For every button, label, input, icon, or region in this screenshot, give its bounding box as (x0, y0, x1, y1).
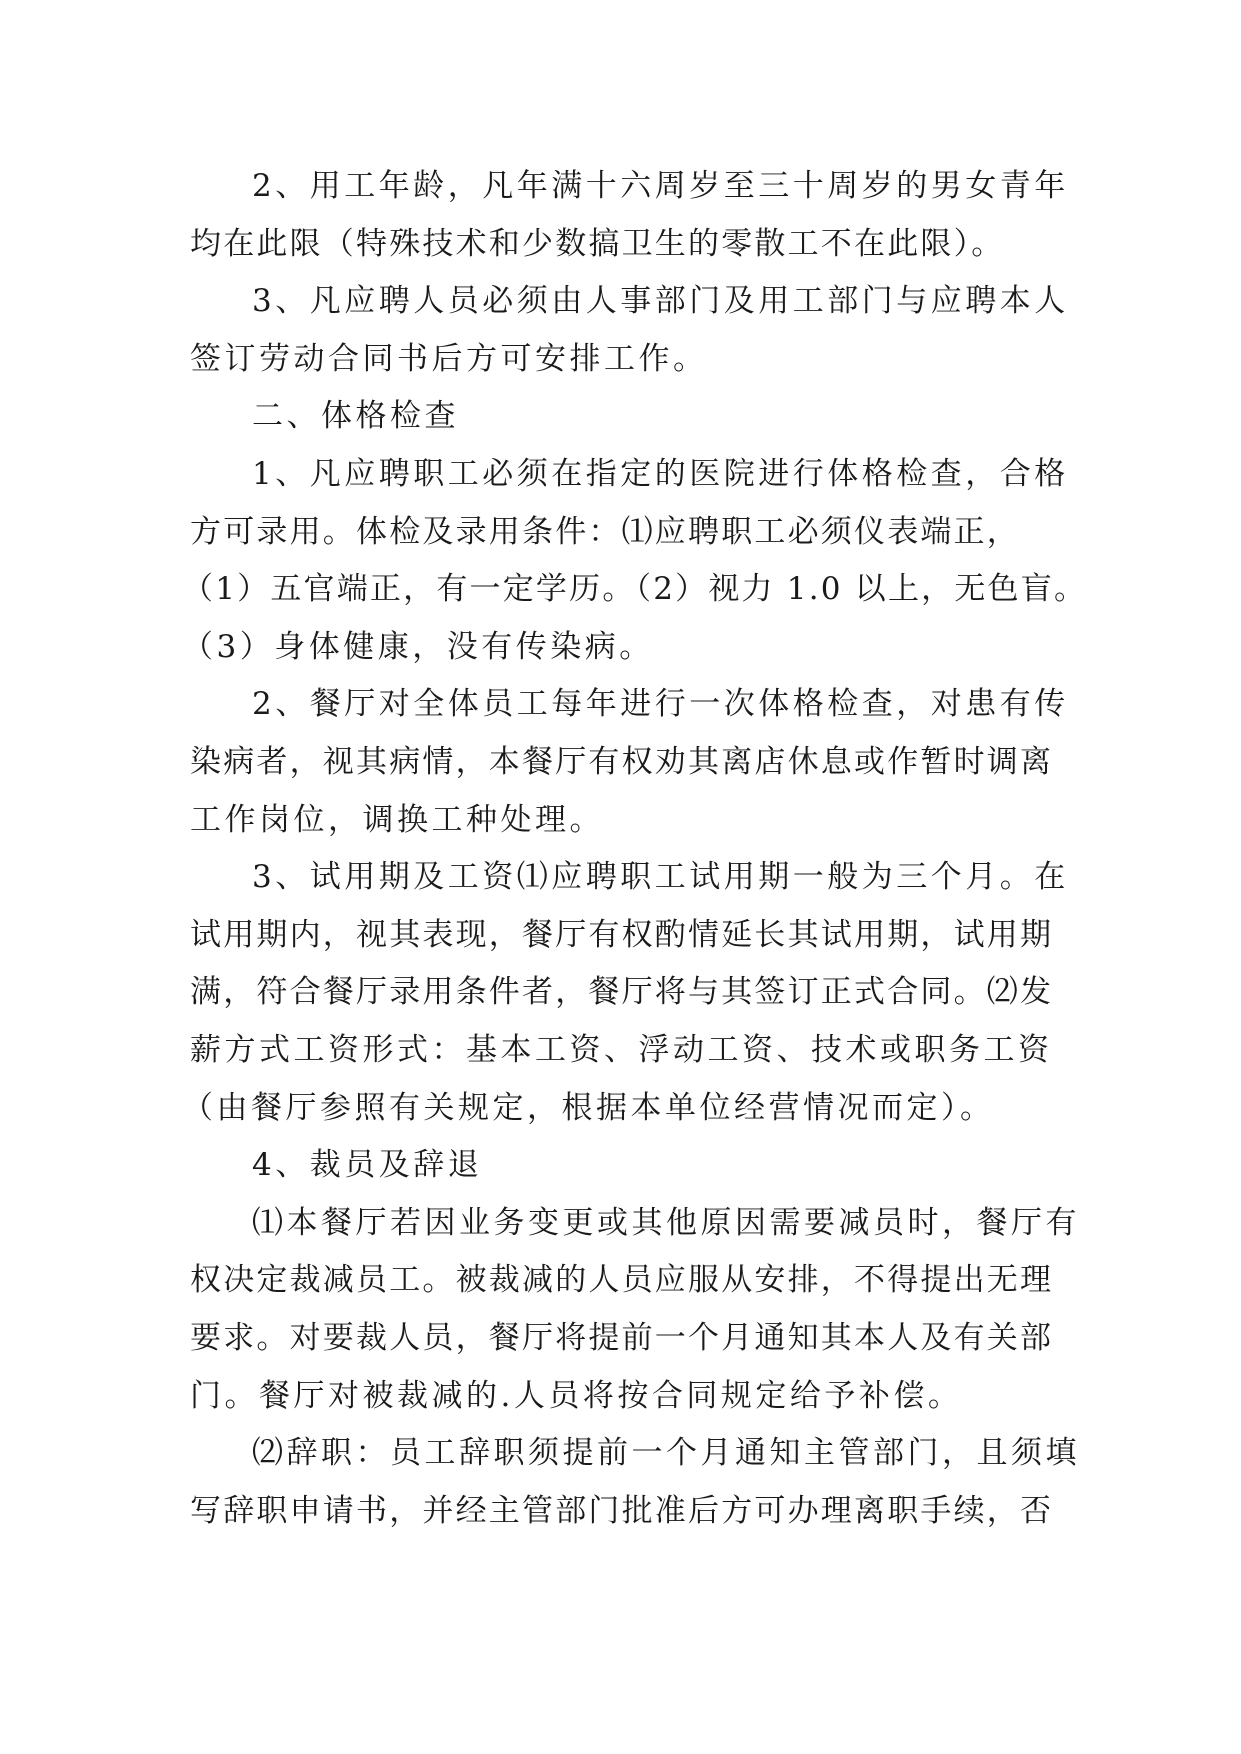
text-line: 满，符合餐厅录用条件者，餐厅将与其签订正式合同。⑵发 (190, 974, 1054, 1010)
text-line: ⑵辞职：员工辞职须提前一个月通知主管部门，且须填 (252, 1435, 1080, 1471)
text-line: 权决定裁减员工。被裁减的人员应服从安排，不得提出无理 (190, 1262, 1054, 1298)
text-line: （由餐厅参照有关规定，根据本单位经营情况而定）。 (182, 1090, 995, 1126)
text-line: 1、凡应聘职工必须在指定的医院进行体格检查，合格 (252, 456, 1069, 492)
text-line: 要求。对要裁人员，餐厅将提前一个月通知其本人及有关部 (190, 1320, 1054, 1356)
text-line: 均在此限（特殊技术和少数搞卫生的零散工不在此限）。 (190, 226, 1005, 262)
text-line: ⑴本餐厅若因业务变更或其他原因需要减员时，餐厅有 (252, 1205, 1080, 1241)
text-line: 3、凡应聘人员必须由人事部门及用工部门与应聘本人 (252, 283, 1069, 319)
text-line: 薪方式工资形式：基本工资、浮动工资、技术或职务工资 (190, 1032, 1053, 1068)
text-line: 2、餐厅对全体员工每年进行一次体格检查，对患有传 (252, 686, 1069, 722)
text-line: 工作岗位，调换工种处理。 (190, 802, 604, 838)
section-heading: 4、裁员及辞退 (252, 1147, 483, 1183)
text-line: 门。餐厅对被裁减的.人员将按合同规定给予补偿。 (190, 1378, 963, 1414)
text-line: （1）五官端正，有一定学历。（2）视力 1.0 以上，无色盲。 (182, 571, 1088, 607)
text-line: 染病者，视其病情，本餐厅有权劝其离店休息或作暂时调离 (190, 744, 1054, 780)
text-line: 签订劳动合同书后方可安排工作。 (190, 341, 708, 377)
text-line: 3、试用期及工资⑴应聘职工试用期一般为三个月。在 (252, 859, 1069, 895)
text-line: 方可录用。体检及录用条件：⑴应聘职工必须仪表端正， (190, 514, 1020, 550)
text-line: 写辞职申请书，并经主管部门批准后方可办理离职手续，否 (190, 1493, 1054, 1529)
section-heading: 二、体格检查 (252, 398, 459, 434)
text-line: （3）身体健康，没有传染病。 (182, 629, 654, 665)
text-line: 2、用工年龄，凡年满十六周岁至三十周岁的男女青年 (252, 168, 1069, 204)
text-line: 试用期内，视其表现，餐厅有权酌情延长其试用期，试用期 (190, 917, 1054, 953)
